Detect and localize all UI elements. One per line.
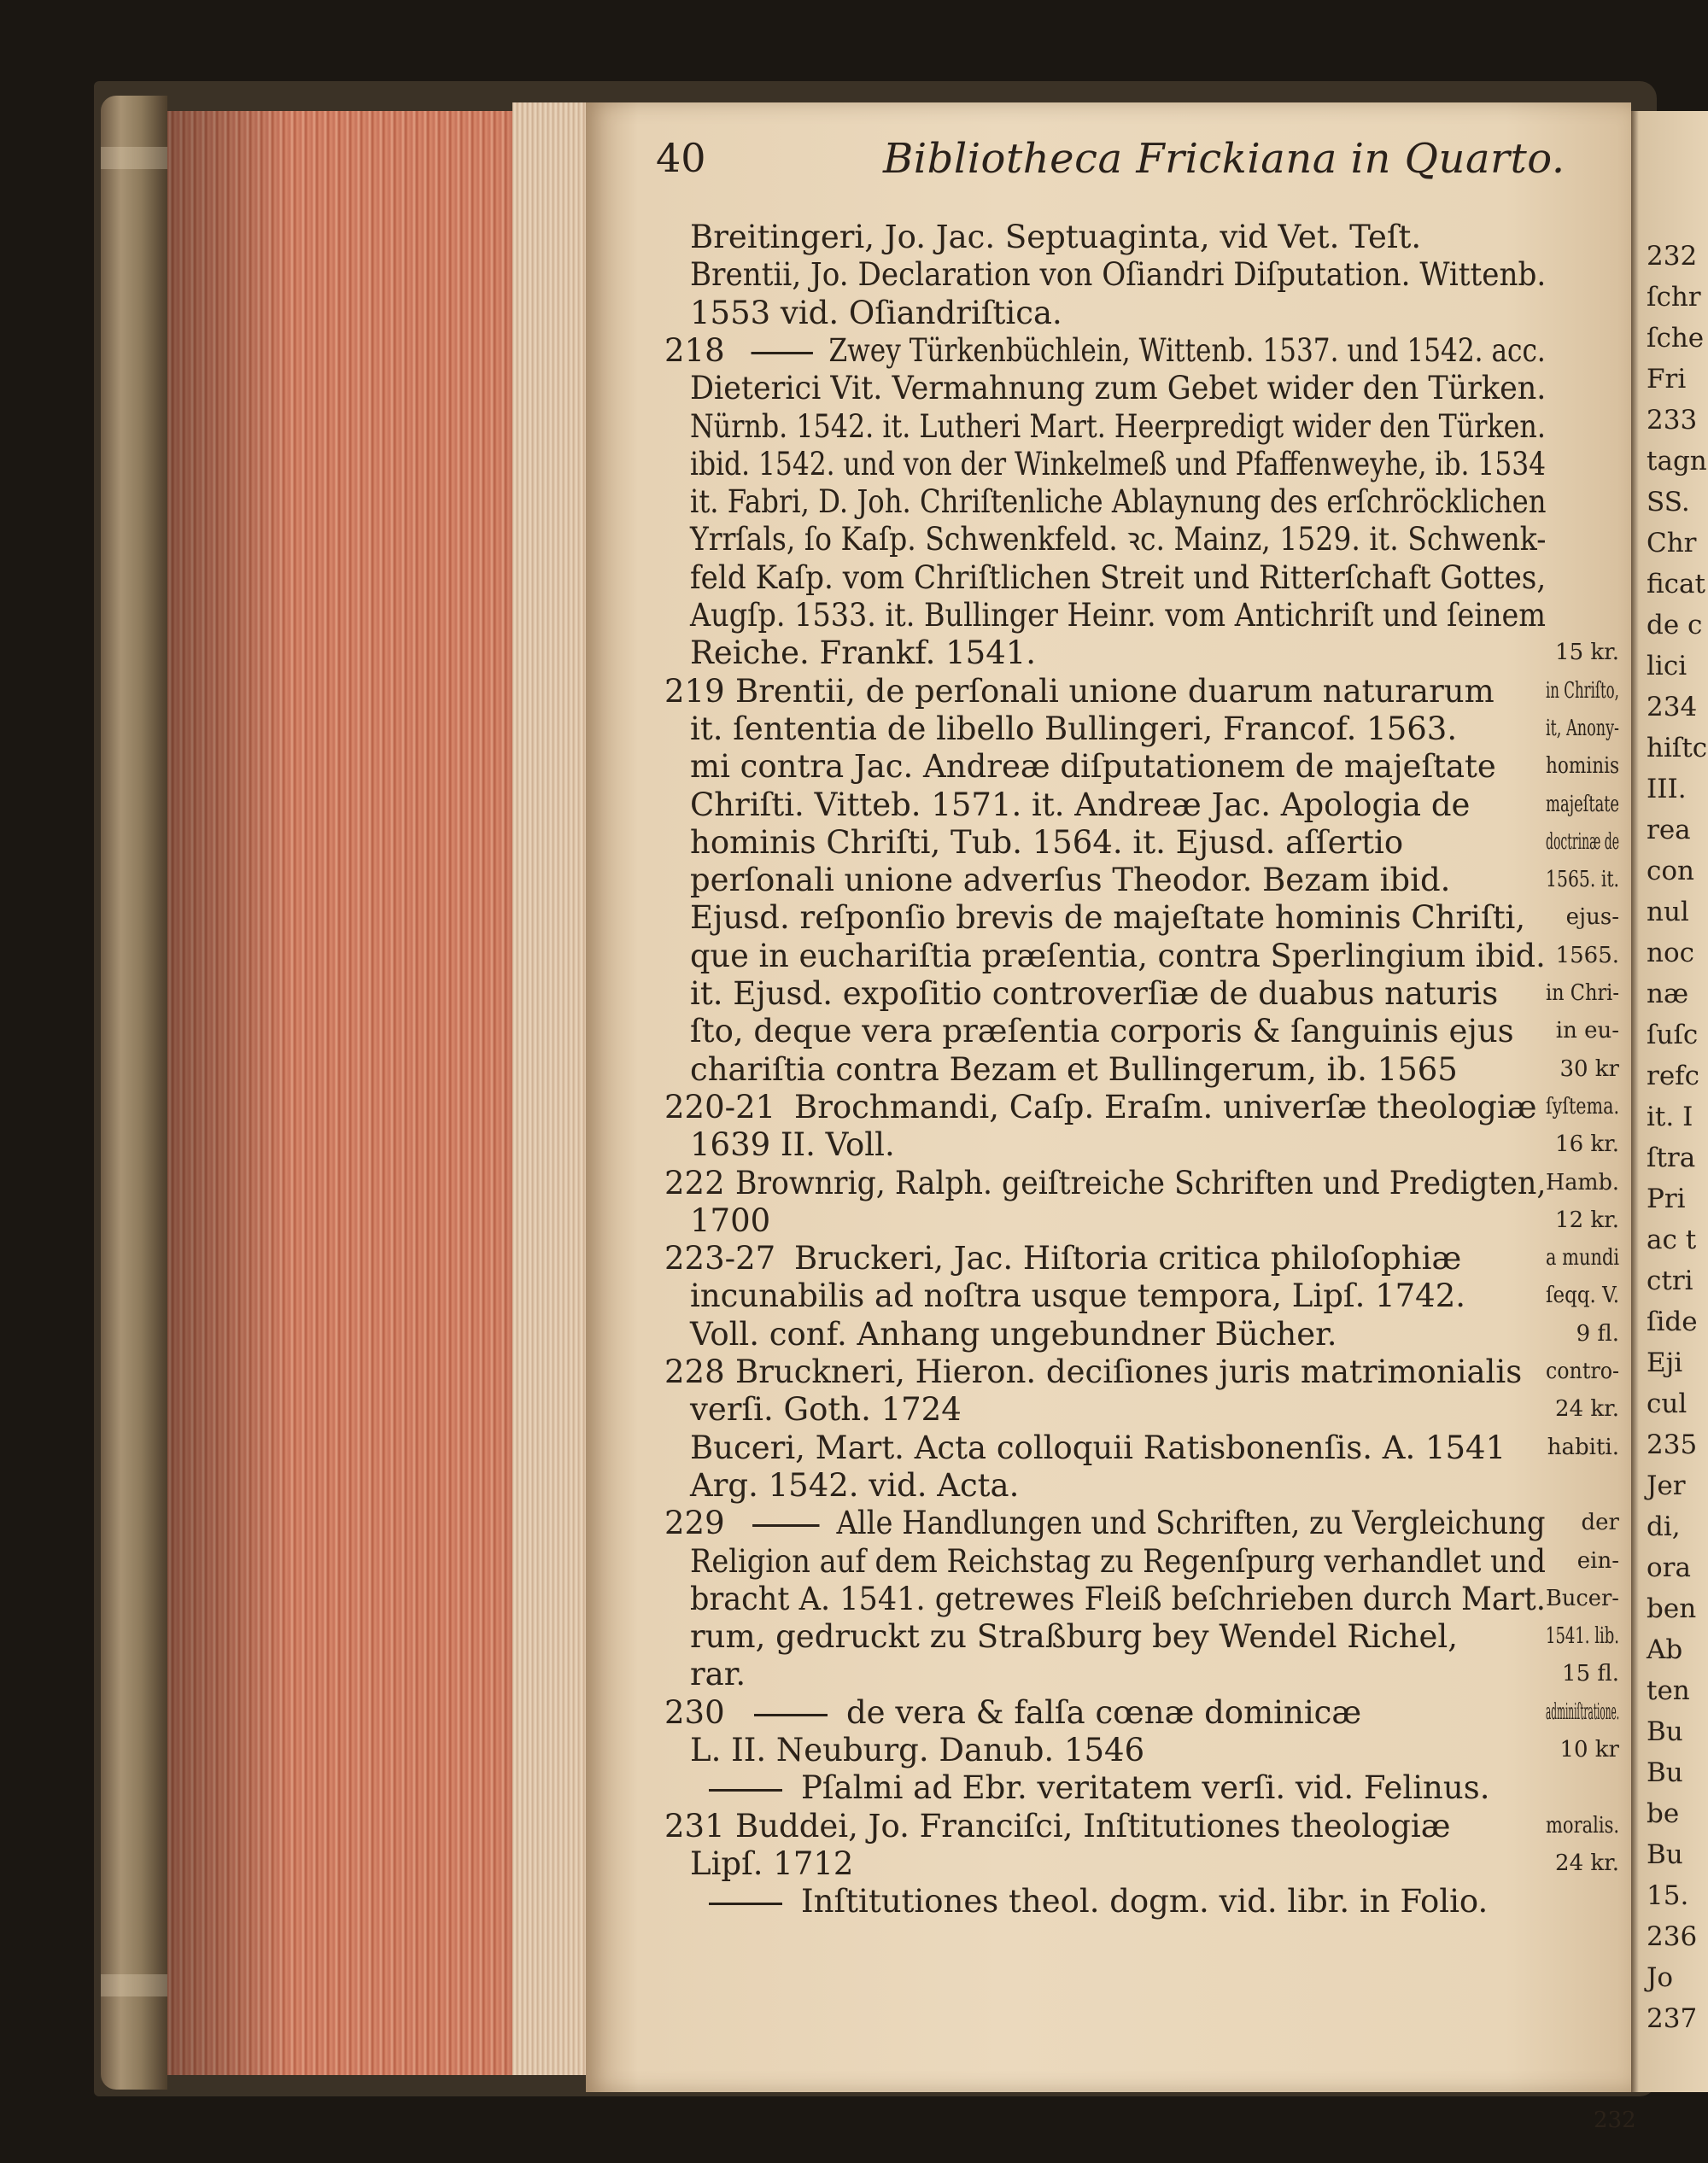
right-page-line: Fri xyxy=(1647,364,1687,395)
entry-line xyxy=(690,1013,1514,1050)
margin-note: ſyſtema. xyxy=(1546,1093,1620,1119)
entry-line xyxy=(735,1353,1522,1391)
margin-note: in Chri- xyxy=(1546,980,1619,1006)
entry-line xyxy=(690,824,1403,862)
entry-text: Inſtitutiones theol. dogm. vid. libr. in Folio. xyxy=(801,1883,1489,1920)
entry-line xyxy=(794,1089,1537,1126)
margin-note: 9 fl. xyxy=(1576,1320,1619,1347)
right-page-line: ac t xyxy=(1647,1225,1697,1255)
entry-text: Chriſti. Vitteb. 1571. it. Andreæ Jac. Apologia de xyxy=(690,786,1471,823)
entry-line xyxy=(690,219,1421,256)
ditto-dash xyxy=(752,352,813,354)
entry-line xyxy=(690,1883,1488,1920)
margin-note: ein- xyxy=(1576,1547,1619,1574)
entry-text: chariſtia contra Bezam et Bullingerum, ib. 1565 xyxy=(690,1050,1458,1088)
entry-text: Reiche. Frankf. 1541. xyxy=(690,634,1037,672)
right-page-line: Chr xyxy=(1647,528,1697,558)
entry-line xyxy=(690,1202,770,1240)
right-page-line: con xyxy=(1647,856,1694,886)
entry-text: verſi. Goth. 1724 xyxy=(690,1391,962,1429)
entry-text: it. ſententia de libello Bullingeri, Francof. 1563. xyxy=(690,710,1458,747)
right-page-line: 236 xyxy=(1647,1921,1698,1952)
entry-line xyxy=(690,1845,853,1883)
right-page-line: 233 xyxy=(1647,405,1698,436)
entry-number: 218 xyxy=(664,331,725,369)
entry-line xyxy=(690,1051,1458,1089)
margin-note: 24 kr. xyxy=(1555,1396,1619,1423)
entry-text: 1553 vid. Oſiandriſtica. xyxy=(690,294,1062,331)
entry-text: Buceri, Mart. Acta colloquii Ratisbonenſis. A. 1541 xyxy=(690,1429,1506,1466)
right-page-line: ſtra xyxy=(1647,1143,1696,1173)
right-page-line: cul xyxy=(1647,1388,1688,1419)
entry-number: 220-21 xyxy=(664,1088,776,1125)
right-page-line: tagn xyxy=(1647,446,1707,476)
entry-text: hominis Chriſti, Tub. 1564. it. Ejusd. aſſertio xyxy=(690,823,1404,861)
entry-text: de vera & falſa cœnæ dominicæ xyxy=(846,1693,1362,1731)
entry-text: rum, gedruckt zu Straßburg bey Wendel Richel, xyxy=(690,1618,1458,1656)
right-page-line: ben xyxy=(1647,1593,1697,1624)
margin-note: in eu- xyxy=(1555,1018,1619,1044)
entry-text: 1700 xyxy=(690,1201,771,1239)
right-page-line: 15. xyxy=(1647,1880,1689,1911)
entry-line xyxy=(735,673,1494,710)
entry-number: 222 xyxy=(664,1164,725,1201)
entry-text: incunabilis ad noſtra usque tempora, Lipſ. 1742. xyxy=(690,1277,1466,1315)
entry-text: bracht A. 1541. getrewes Fleiß beſchrieben durch Mart. xyxy=(690,1580,1546,1617)
right-page-line: 234 xyxy=(1647,692,1698,722)
entry-line xyxy=(690,1543,1546,1581)
entry-line xyxy=(690,938,1546,975)
margin-note: 16 kr. xyxy=(1555,1131,1619,1158)
entry-line xyxy=(690,559,1546,597)
ditto-dash xyxy=(709,1903,782,1905)
margin-note: doctrinæ de xyxy=(1546,828,1619,855)
right-page-line: næ xyxy=(1647,979,1689,1009)
right-page-line: Pri xyxy=(1647,1184,1686,1214)
entry-line xyxy=(690,370,1546,407)
entry-number: 223-27 xyxy=(664,1240,776,1277)
right-page-line: refc xyxy=(1647,1061,1699,1091)
margin-note: Bucer- xyxy=(1546,1585,1619,1611)
ditto-dash xyxy=(752,1524,819,1527)
right-page-line: ſuſc xyxy=(1647,1020,1699,1050)
book-title: Bibliotheca Frickiana in Quarto. xyxy=(883,135,1565,183)
margin-note: der xyxy=(1581,1510,1619,1536)
entry-line xyxy=(690,1769,1489,1807)
entry-text: Yrrſals, ſo Kaſp. Schwenkfeld. ꝛc. Mainz, 1529. it. Schwenk- xyxy=(690,521,1547,558)
entry-text: L. II. Neuburg. Danub. 1546 xyxy=(690,1732,1145,1768)
entry-text: Brentii, Jo. Declaration von Oſiandri Diſputation. Wittenb. xyxy=(690,256,1547,294)
margin-note: 15 kr. xyxy=(1555,640,1619,666)
right-page-line: SS. xyxy=(1647,487,1690,517)
right-page-line: Eji xyxy=(1647,1347,1683,1378)
entry-text: perſonali unione adverſus Theodor. Bezam ibid. xyxy=(690,862,1451,899)
entry-line xyxy=(735,1694,1361,1732)
right-page-line: nul xyxy=(1647,897,1689,927)
right-page-line: Bu xyxy=(1647,1839,1683,1870)
entry-line xyxy=(690,710,1457,748)
right-page-line: ſchr xyxy=(1647,282,1701,313)
entry-text: Pſalmi ad Ebr. veritatem verſi. vid. Felinus. xyxy=(801,1769,1490,1807)
entry-line xyxy=(690,1277,1465,1315)
entry-number: 228 xyxy=(664,1353,725,1390)
entry-line xyxy=(690,786,1470,824)
entry-text: Lipſ. 1712 xyxy=(690,1844,854,1882)
margin-note: 10 kr xyxy=(1559,1737,1619,1763)
entry-line xyxy=(690,1429,1506,1467)
right-page-line: hiſtc xyxy=(1647,733,1708,763)
right-page-line: 237 xyxy=(1647,2003,1698,2034)
entry-line xyxy=(735,1808,1450,1845)
entry-line xyxy=(690,1732,1144,1769)
entry-number: 219 xyxy=(664,672,725,710)
margin-note: 15 fl. xyxy=(1562,1661,1619,1687)
entry-text: 1639 II. Voll. xyxy=(690,1126,895,1164)
entry-text: mi contra Jac. Andreæ diſputationem de majeſtate xyxy=(690,748,1496,786)
entry-line xyxy=(690,899,1525,937)
entry-text: it. Ejusd. expoſitio controverſiæ de duabus naturis xyxy=(690,975,1499,1012)
entry-number: 231 xyxy=(664,1807,725,1844)
right-page-line: it. I xyxy=(1647,1102,1693,1132)
margin-note: 1541. lib. xyxy=(1546,1623,1619,1650)
margin-note: majeſtate xyxy=(1546,791,1620,817)
entry-line xyxy=(735,1505,1546,1542)
entry-line xyxy=(690,862,1450,899)
right-page-line: Ab xyxy=(1647,1634,1683,1665)
entry-line xyxy=(690,1126,895,1164)
entry-line xyxy=(690,483,1547,521)
entry-text: Religion auf dem Reichstag zu Regenſpurg verhandlet und xyxy=(690,1542,1546,1580)
entry-line xyxy=(690,521,1546,558)
entry-line xyxy=(690,597,1546,634)
entry-line xyxy=(735,332,1546,370)
entry-line xyxy=(690,1391,962,1429)
catchword: 232 xyxy=(1594,2107,1636,2133)
entry-text: Bruckeri, Jac. Hiſtoria critica philoſophiæ xyxy=(794,1240,1462,1277)
entry-line xyxy=(690,1467,1019,1505)
margin-note: 12 kr. xyxy=(1555,1207,1619,1233)
entry-text: Zwey Türkenbüchlein, Wittenb. 1537. und 1542. acc. xyxy=(828,331,1546,369)
entry-text: Ejusd. reſponſio brevis de majeſtate hominis Chriſti, xyxy=(690,899,1526,937)
right-page-line: ſche xyxy=(1647,323,1705,354)
entry-line xyxy=(794,1240,1461,1277)
right-page-line: 235 xyxy=(1647,1429,1698,1460)
entry-text: que in euchariſtia præſentia, contra Sperlingium ibid. xyxy=(690,937,1546,974)
margin-note: ſeqq. V. xyxy=(1546,1283,1620,1309)
entry-text: it. Fabri, D. Joh. Chriſtenliche Ablaynung des erſchröcklichen xyxy=(690,483,1547,521)
right-page-line: III. xyxy=(1647,774,1687,804)
entry-line xyxy=(690,1581,1546,1618)
entry-text: Arg. 1542. vid. Acta. xyxy=(690,1466,1020,1504)
entry-text: Breitingeri, Jo. Jac. Septuaginta, vid Vet. Teſt. xyxy=(690,219,1422,255)
entry-line xyxy=(690,256,1546,294)
right-page-line: 232 xyxy=(1647,241,1698,272)
right-page-line: de c xyxy=(1647,610,1703,640)
right-page-line: be xyxy=(1647,1798,1680,1829)
margin-note: adminiſtratione. xyxy=(1546,1698,1620,1725)
right-page-line: di, xyxy=(1647,1511,1681,1542)
right-page-line: Bu xyxy=(1647,1757,1683,1788)
margin-note: hominis xyxy=(1546,753,1620,780)
right-page-line: Bu xyxy=(1647,1716,1683,1747)
entry-line xyxy=(690,634,1036,672)
entry-line xyxy=(690,1618,1458,1656)
margin-note: 24 kr. xyxy=(1555,1850,1619,1876)
entry-line xyxy=(690,408,1546,446)
entry-line xyxy=(690,1316,1337,1353)
margin-note: 1565. xyxy=(1555,942,1619,968)
margin-note: ejus- xyxy=(1565,904,1619,931)
entry-text: Brochmandi, Caſp. Eraſm. univerſæ theologiæ xyxy=(794,1088,1537,1125)
entry-line xyxy=(690,975,1498,1013)
entry-line xyxy=(735,1165,1546,1202)
right-page-line: noc xyxy=(1647,938,1694,968)
entry-text: rar. xyxy=(690,1656,746,1693)
entry-text: ſto, deque vera præſentia corporis & ſanguinis ejus xyxy=(690,1013,1514,1050)
entry-text: Brentii, de perſonali unione duarum naturarum xyxy=(735,672,1494,710)
entry-text: Bruckneri, Hieron. deciſiones juris matrimonialis xyxy=(735,1353,1523,1390)
entry-text: Buddei, Jo. Franciſci, Inſtitutiones theologiæ xyxy=(735,1807,1451,1844)
entry-text: Augſp. 1533. it. Bullinger Heinr. vom Antichriſt und ſeinem xyxy=(690,597,1547,634)
margin-note: 30 kr xyxy=(1559,1055,1619,1082)
right-page-line: ſide xyxy=(1647,1307,1698,1337)
right-page-line: Jer xyxy=(1647,1470,1686,1501)
entry-text: Alle Handlungen und Schriften, zu Vergleichung xyxy=(836,1505,1546,1542)
margin-note: habiti. xyxy=(1547,1434,1619,1460)
right-page-line: ficat xyxy=(1647,569,1705,599)
margin-note: in Chriſto, xyxy=(1546,677,1619,704)
right-page-line: Jo xyxy=(1647,1962,1674,1993)
margin-note: moralis. xyxy=(1546,1812,1620,1839)
entry-text: Dieterici Vit. Vermahnung zum Gebet wider den Türken. xyxy=(690,370,1547,407)
entry-line xyxy=(690,295,1062,332)
entry-line xyxy=(690,748,1496,786)
entry-text: Nürnb. 1542. it. Lutheri Mart. Heerpredigt wider den Türken. xyxy=(690,407,1546,445)
ditto-dash xyxy=(754,1714,828,1716)
entry-number: 230 xyxy=(664,1693,725,1731)
margin-note: Hamb. xyxy=(1546,1169,1619,1195)
entry-text: Voll. conf. Anhang ungebundner Bücher. xyxy=(690,1315,1337,1353)
right-page-line: ctri xyxy=(1647,1266,1693,1296)
right-page-line: ten xyxy=(1647,1675,1690,1706)
ditto-dash xyxy=(709,1789,782,1792)
right-page-line: ora xyxy=(1647,1552,1691,1583)
margin-note: contro- xyxy=(1546,1359,1619,1384)
page-number: 40 xyxy=(656,135,706,181)
entry-text: Brownrig, Ralph. geiſtreiche Schriften und Predigten, xyxy=(735,1164,1547,1201)
entry-line xyxy=(690,1656,746,1693)
right-page-line: rea xyxy=(1647,815,1691,845)
margin-note: 1565. it. xyxy=(1546,867,1620,893)
entry-text: feld Kaſp. vom Chriſtlichen Streit und Ritterſchaft Gottes, xyxy=(690,558,1547,596)
right-page-line: lici xyxy=(1647,651,1688,681)
entry-line xyxy=(690,446,1546,483)
margin-note: a mundi xyxy=(1546,1245,1620,1271)
margin-note: it, Anony- xyxy=(1546,715,1620,741)
entry-text: ibid. 1542. und von der Winkelmeß und Pfaffenweyhe, ib. 1534 xyxy=(690,445,1547,482)
entry-number: 229 xyxy=(664,1505,725,1542)
